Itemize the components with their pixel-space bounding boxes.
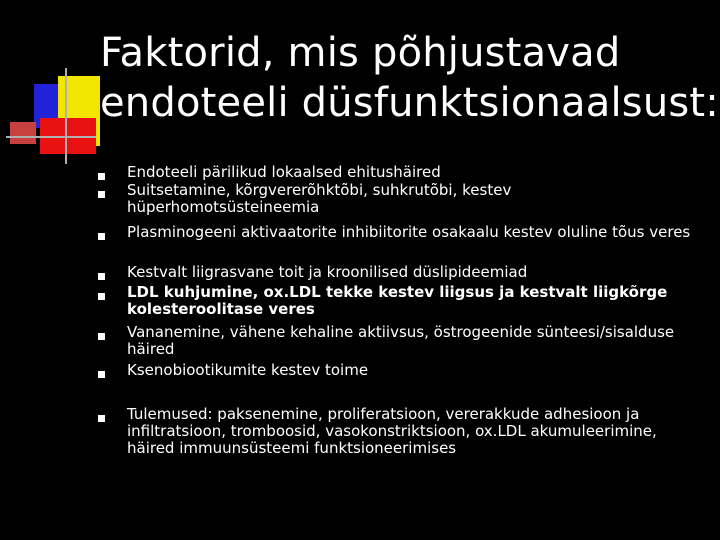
bullet-text: Kestvalt liigrasvane toit ja kroonilised düslipideemiad [127,263,528,281]
bullet-text: Suitsetamine, kõrgvererõhktõbi, suhkrutõbi, kestev hüperhomotsüsteineemia [127,181,512,216]
square-bullet-icon [98,173,105,180]
bullet-text: Vananemine, vähene kehaline aktiivsus, östrogeenide sünteesi/sisalduse häired [127,323,675,358]
square-bullet-icon [98,293,105,300]
square-bullet-icon [98,371,105,378]
slide-title [100,28,719,128]
square-bullet-icon [98,415,105,422]
square-bullet-icon [98,333,105,340]
square-bullet-icon [98,191,105,198]
square-bullet-icon [98,273,105,280]
bullet-text: Endoteeli pärilikud lokaalsed ehitushäired [127,163,441,181]
square-bullet-icon [98,233,105,240]
title-line-2: endoteeli düsfunktsionaalsust: [100,80,719,126]
bullet-text: Ksenobiootikumite kestev toime [127,361,369,379]
small-red-square-decoration [10,122,36,144]
title-line-1: Faktorid, mis põhjustavad [100,30,621,76]
bullet-text: Tulemused: paksenemine, proliferatsioon, vererakkude adhesioon ja infiltratsioon, tromboosid, vasokonstriktsioon, ox.LDL akumuleerimine, häired immuunsüsteemi funktsioneerimises [127,405,657,457]
vertical-line-decoration [65,68,67,164]
bullet-text: LDL kuhjumine, ox.LDL tekke kestev liigsus ja kestvalt liigkõrge kolesteroolitase veres [127,283,668,318]
horizontal-line-decoration [6,136,96,138]
bullet-text: Plasminogeeni aktivaatorite inhibiitorite osakaalu kestev oluline tõus veres [127,223,691,241]
